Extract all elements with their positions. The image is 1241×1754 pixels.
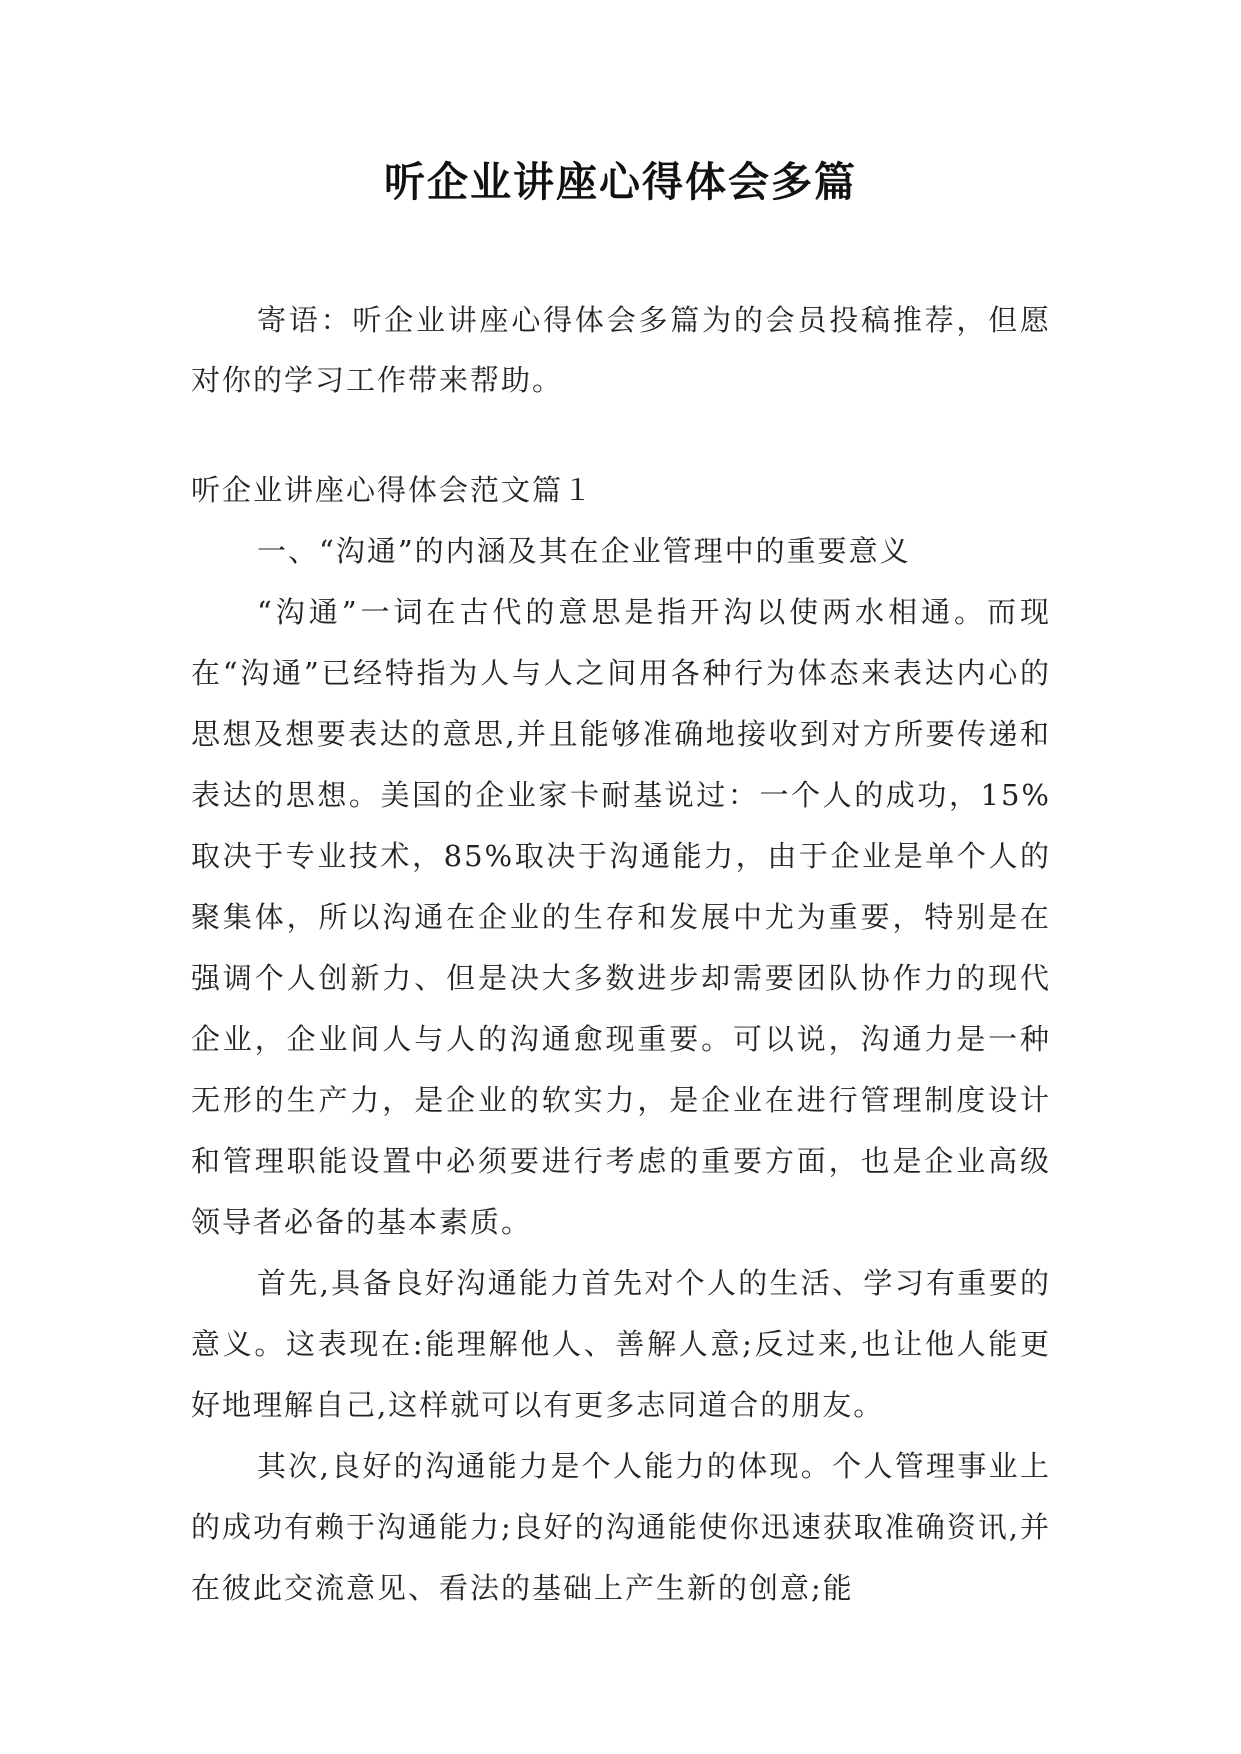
- document-title: 听企业讲座心得体会多篇: [384, 158, 857, 206]
- paragraph: 首先,具备良好沟通能力首先对个人的生活、学习有重要的意义。这表现在:能理解他人、善解人意;反过来,也让他人能更好地理解自己,这样就可以有更多志同道合的朋友。: [191, 1266, 1051, 1422]
- paragraph-subheading: 一、“沟通”的内涵及其在企业管理中的重要意义: [257, 534, 911, 568]
- paragraph: “沟通”一词在古代的意思是指开沟以使两水相通。而现在“沟通”已经特指为人与人之间用各种行为体态来表达内心的思想及想要表达的意思,并且能够准确地接收到对方所要传递和表达的思想。美国的企业家卡耐基说过：一个人的成功，15%取决于专业技术，85%取决于沟通能力，由于企业是单个人的聚集体，所以沟通在企业的生存和发展中尤为重要，特别是在强调个人创新力、但是决大多数进步却需要团队协作力的现代企业，企业间人与人的沟通愈现重要。可以说，沟通力是一种无形的生产力，是企业的软实力，是企业在进行管理制度设计和管理职能设置中必须要进行考虑的重要方面，也是企业高级领导者必备的基本素质。: [191, 595, 1051, 1239]
- editor-note: 寄语：听企业讲座心得体会多篇为的会员投稿推荐，但愿对你的学习工作带来帮助。: [191, 303, 1051, 397]
- body-text: [191, 521, 1051, 1619]
- paragraph: 其次,良好的沟通能力是个人能力的体现。个人管理事业上的成功有赖于沟通能力;良好的沟通能使你迅速获取准确资讯,并在彼此交流意见、看法的基础上产生新的创意;能: [191, 1449, 1051, 1605]
- section-heading: 听企业讲座心得体会范文篇１: [191, 473, 595, 507]
